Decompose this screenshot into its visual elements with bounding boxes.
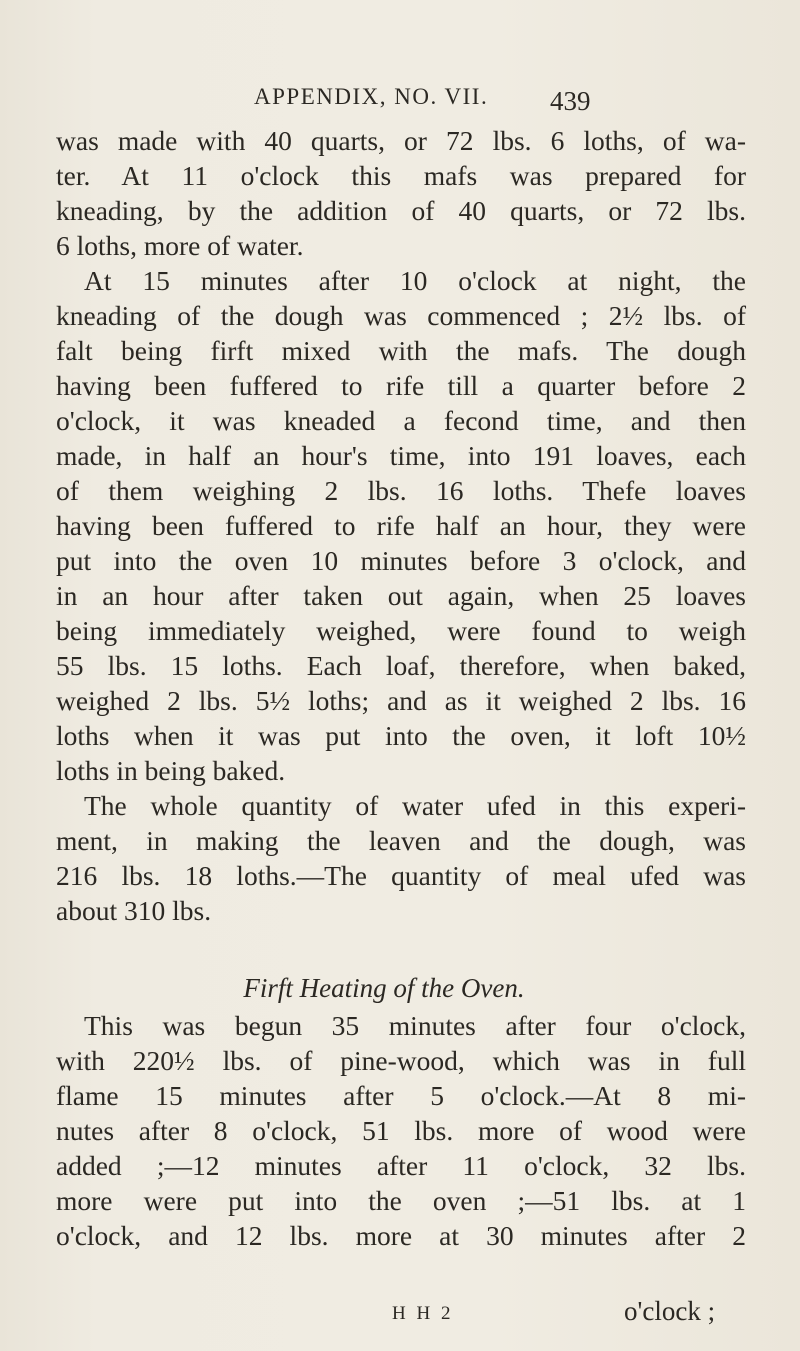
paragraph-4 (56, 1008, 746, 1253)
text-line: put into the oven 10 minutes before 3 o'clock, and (56, 545, 746, 576)
text-line: 55 lbs. 15 loths. Each loaf, therefore, when baked, (56, 650, 746, 681)
text-line: ment, in making the leaven and the dough, was (56, 825, 746, 856)
text-line: nutes after 8 o'clock, 51 lbs. more of wood were (56, 1115, 746, 1146)
text-line: having been fuffered to rife half an hour, they were (56, 510, 746, 541)
text-line: loths in being baked. (56, 755, 286, 786)
text-line: being immediately weighed, were found to weigh (56, 615, 746, 646)
section-heading: Firft Heating of the Oven. (243, 973, 525, 1003)
text-line: added ;—12 minutes after 11 o'clock, 32 lbs. (56, 1150, 746, 1181)
text-line: ter. At 11 o'clock this mafs was prepared for (56, 160, 746, 191)
text-line: 6 loths, more of water. (56, 230, 304, 261)
text-line: flame 15 minutes after 5 o'clock.—At 8 mi- (56, 1080, 746, 1111)
paragraph-3 (56, 788, 746, 928)
text-line: with 220½ lbs. of pine-wood, which was in full (56, 1045, 746, 1076)
text-line: kneading, by the addition of 40 quarts, or 72 lbs. (56, 195, 746, 226)
text-line: about 310 lbs. (56, 895, 212, 926)
text-line: At 15 minutes after 10 o'clock at night, the (84, 265, 746, 296)
text-line: The whole quantity of water ufed in this experi- (84, 790, 746, 821)
text-line: kneading of the dough was commenced ; 2½ lbs. of (56, 300, 746, 331)
running-head-title: APPENDIX, NO. VII. (254, 84, 489, 109)
section-spacer (56, 928, 746, 968)
text-line: was made with 40 quarts, or 72 lbs. 6 loths, of wa- (56, 125, 746, 156)
text-line: in an hour after taken out again, when 25 loaves (56, 580, 746, 611)
catchword: o'clock ; (624, 1296, 716, 1326)
paragraph-1 (56, 123, 746, 263)
text-line: loths when it was put into the oven, it loft 10½ (56, 720, 746, 751)
running-head (0, 74, 800, 114)
page-number: 439 (550, 86, 591, 116)
text-line: more were put into the oven ;—51 lbs. at 1 (56, 1185, 746, 1216)
text-line: This was begun 35 minutes after four o'clock, (84, 1010, 746, 1041)
text-line: o'clock, it was kneaded a fecond time, and then (56, 405, 746, 436)
text-line: having been fuffered to rife till a quarter before 2 (56, 370, 746, 401)
signature-mark: H H 2 (392, 1303, 454, 1324)
text-line: falt being firft mixed with the mafs. The dough (56, 335, 746, 366)
text-line: 216 lbs. 18 loths.—The quantity of meal ufed was (56, 860, 746, 891)
text-line: o'clock, and 12 lbs. more at 30 minutes after 2 (56, 1220, 746, 1251)
text-line: of them weighing 2 lbs. 16 loths. Thefe loaves (56, 475, 746, 506)
body-text (56, 123, 746, 1253)
text-line: weighed 2 lbs. 5½ loths; and as it weighed 2 lbs. 16 (56, 685, 746, 716)
text-line: made, in half an hour's time, into 191 loaves, each (56, 440, 746, 471)
paragraph-2 (56, 263, 746, 788)
